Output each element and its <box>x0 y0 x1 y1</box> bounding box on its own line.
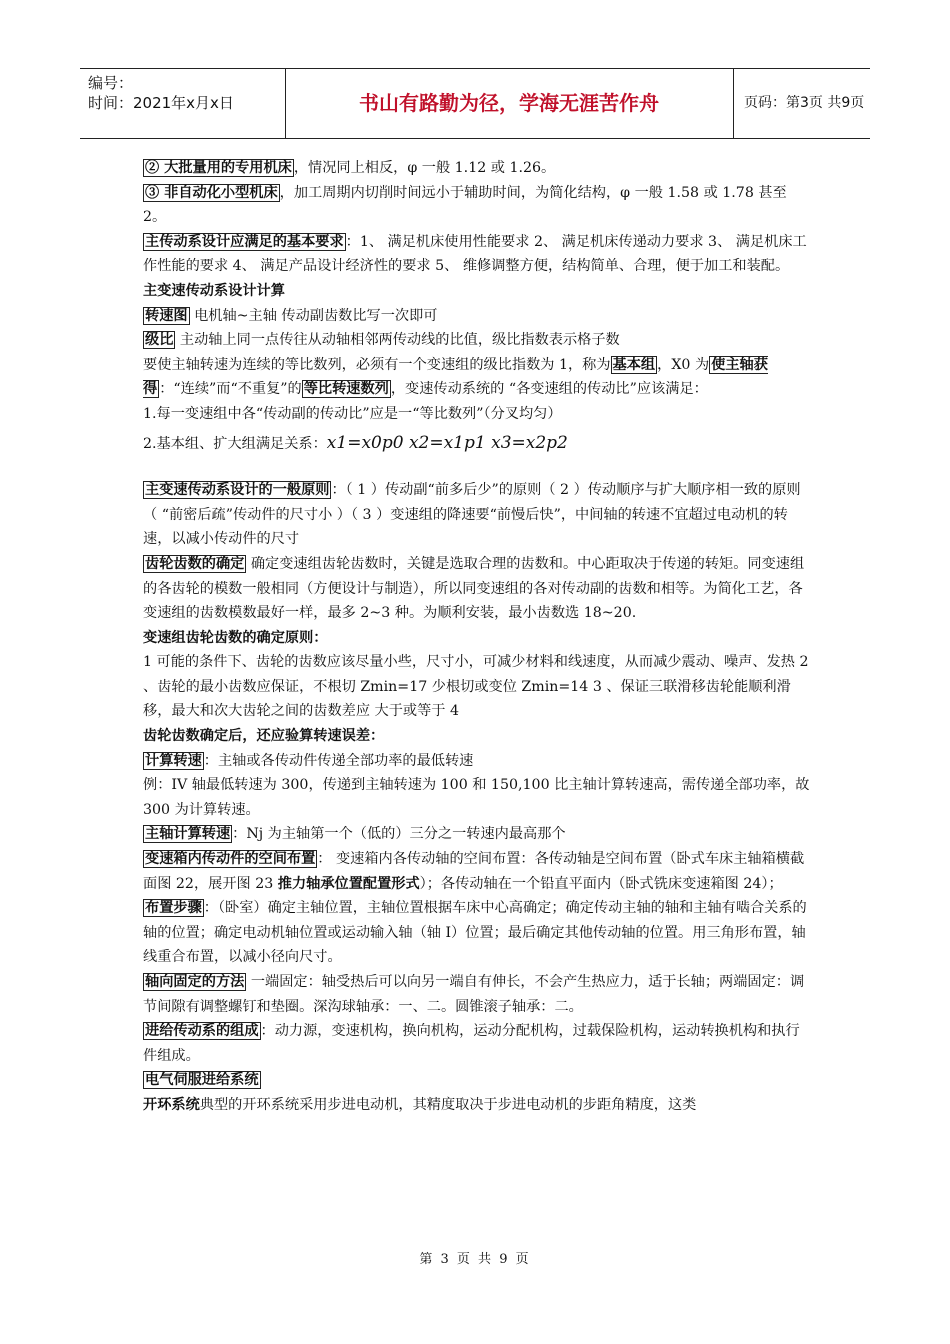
paragraph-text: ：“连续”而“不重复”的 <box>159 381 302 398</box>
boxed-term: 布置步骤 <box>145 900 202 917</box>
paragraph: 例：IV 轴最低转速为 300，传递到主轴转速为 100 和 150,100 比主轴计算转速高，需传递全部功率，故 300 为计算转速。 <box>143 777 810 818</box>
paragraph-text: ，变速传动系统的 “各变速组的传动比”应该满足： <box>390 381 708 398</box>
paragraph <box>143 1019 810 1068</box>
boxed-term: 基本组 <box>612 356 656 373</box>
paragraph <box>143 431 810 457</box>
paragraph <box>143 353 810 402</box>
paragraph-text: ：1、 满足机床使用性能要求 2、 满足机床传递动力要求 3、 满足机床工作性能的要求 4、 满足产品设计经济性的要求 5、 维修调整方便，结构简单、合理，便于加工和装配。 <box>143 233 807 275</box>
boxed-term: 主轴计算转速 <box>145 826 231 843</box>
boxed-term: 齿轮齿数的确定 <box>145 555 245 572</box>
paragraph <box>143 304 810 329</box>
paragraph-text: 要使主轴转速为连续的等比数列，必须有一个变速组的级比指数为 1，称为 <box>143 356 611 373</box>
paragraph-text: ：（卧室）确定主轴位置，主轴位置根据车床中心高确定；确定传动主轴的轴和主轴有啮合关系的轴的位置；确定电动机轴位置或运动输入轴（轴 I）位置；最后确定其他传动轴的位置。用三角形布置，轴线重合布置，以减小径向尺寸。 <box>143 900 807 966</box>
paragraph <box>143 478 810 552</box>
paragraph-text: 一端固定：轴受热后可以向另一端自有伸长，不会产生热应力，适于长轴；两端固定：调节间隙有调整螺钉和垫圈。深沟球轴承：一、二。圆锥滚子轴承：二。 <box>143 974 805 1015</box>
boxed-term: 级比 <box>145 332 174 349</box>
paragraph-text: ，X0 为 <box>657 356 710 373</box>
page-number-label: 页码：第3页 共9页 <box>744 95 865 111</box>
paragraph <box>143 1093 810 1118</box>
paragraph-text: ： 变速箱内各传动轴的空间布置：各传动轴是空间布置（卧式车床主轴箱横截面图 22，展开图 23 <box>143 851 805 892</box>
header-info-cell <box>80 69 286 138</box>
paragraph <box>143 847 810 896</box>
paragraph-text: ：Nj 为主轴第一个（低的）三分之一转速内最高那个 <box>232 826 566 843</box>
paragraph-text: ，情况同上相反，φ 一般 1.12 或 1.26。 <box>293 160 556 176</box>
boxed-term: 计算转速 <box>145 752 202 769</box>
boxed-term: 等比转速数列 <box>303 381 389 398</box>
paragraph <box>143 1068 810 1093</box>
document-body <box>143 156 810 1118</box>
boxed-term: 主传动系设计应满足的基本要求 <box>145 233 344 250</box>
boxed-term: 主变速传动系设计的一般原则 <box>145 482 330 499</box>
boxed-term: ③ 非自动化小型机床 <box>145 184 278 201</box>
paragraph-text: 主动轴上同一点传往从动轴相邻两传动线的比值，级比指数表示格子数 <box>175 332 620 349</box>
page-header <box>80 68 870 139</box>
boxed-term: 转速图 <box>145 307 188 324</box>
paragraph <box>143 230 810 279</box>
section-heading: 齿轮齿数确定后，还应验算转速误差： <box>143 728 385 745</box>
boxed-term: 进给传动系的组成 <box>145 1023 259 1040</box>
paragraph <box>143 181 810 230</box>
serial-number-label: 编号： <box>88 74 134 92</box>
paragraph: 1 可能的条件下、齿轮的齿数应该尽量小些，尺寸小，可减少材料和线速度，从而减少震动、噪声、发热 2 、齿轮的最小齿数应保证，不根切 Zmin=17 少根切或变位 Zmin=14 3 、保证三联滑移齿轮能顺利滑移，最大和次大齿轮之间的齿数差应 大于或等于 4 <box>143 654 809 720</box>
paragraph-text: 2.基本组、扩大组满足关系： <box>143 435 327 452</box>
paragraph <box>143 749 810 774</box>
paragraph: 1.每一变速组中各“传动副的传动比”应是一“等比数列”（分叉均匀） <box>143 405 562 422</box>
paragraph-text: 电机轴~主轴 传动副齿数比写一次即可 <box>189 307 438 324</box>
boxed-term: 变速箱内传动件的空间布置 <box>145 851 316 868</box>
section-heading: 变速组齿轮齿数的确定原则： <box>143 629 328 646</box>
header-motto-cell <box>285 69 734 138</box>
paragraph <box>143 896 810 970</box>
paragraph-text: ，加工周期内切削时间远小于辅助时间，为简化结构，φ 一般 1.58 或 1.78 甚至 2。 <box>143 184 787 226</box>
paragraph <box>143 970 810 1019</box>
paragraph-text: 典型的开环系统采用步进电动机，其精度取决于步进电动机的步距角精度，这类 <box>199 1096 697 1113</box>
boxed-term: ② 大批量用的专用机床 <box>145 160 292 176</box>
paragraph-text: 确定变速组齿轮齿数时，关键是选取合理的齿数和。中心距取决于传递的转矩。同变速组的各齿轮的模数一般相同（方便设计与制造），所以同变速组的各对传动副的齿数和相等。为简化工艺，各变速组的齿数模数最好一样，最多 2~3 种。为顺利安装，最小齿数选 18~20. <box>143 555 805 622</box>
boxed-term: 轴向固定的方法 <box>145 974 245 990</box>
paragraph-text: ）；各传动轴在一个铅直平面内（卧式铣床变速箱图 24）； <box>419 875 783 892</box>
boxed-term: 电气伺服进给系统 <box>145 1072 259 1089</box>
paragraph <box>143 822 810 847</box>
paragraph <box>143 156 810 181</box>
paragraph-text: ：（ 1 ）传动副“前多后少”的原则（ 2 ）传动顺序与扩大顺序相一致的原则（ “前密后疏”传动件的尺寸小 ）（ 3 ）变速组的降速要“前慢后快”，中间轴的转速不宜超过电动机的转速，以减小传动件的尺寸 <box>143 482 801 548</box>
page-footer: 第 3 页 共 9 页 <box>419 1252 531 1267</box>
paragraph-text: ：动力源，变速机构，换向机构，运动分配机构，过载保险机构，运动转换机构和执行件组成。 <box>143 1023 800 1064</box>
paragraph <box>143 552 810 626</box>
motto-text: 书山有路勤为径，学海无涯苦作舟 <box>359 91 659 115</box>
ratio-formula: x1=x0p0 x2=x1p1 x3=x2p2 <box>326 432 568 453</box>
date-label: 时间：2021年x月x日 <box>88 94 234 112</box>
section-heading: 主变速传动系设计计算 <box>143 282 285 299</box>
bold-term: 开环系统 <box>143 1096 200 1113</box>
paragraph-text: ：主轴或各传动件传递全部功率的最低转速 <box>203 752 474 769</box>
bold-term: 推力轴承位置配置形式 <box>277 875 420 892</box>
paragraph <box>143 328 810 353</box>
boxed-term: 使主轴获得 <box>143 356 768 398</box>
header-page-cell <box>734 69 870 138</box>
